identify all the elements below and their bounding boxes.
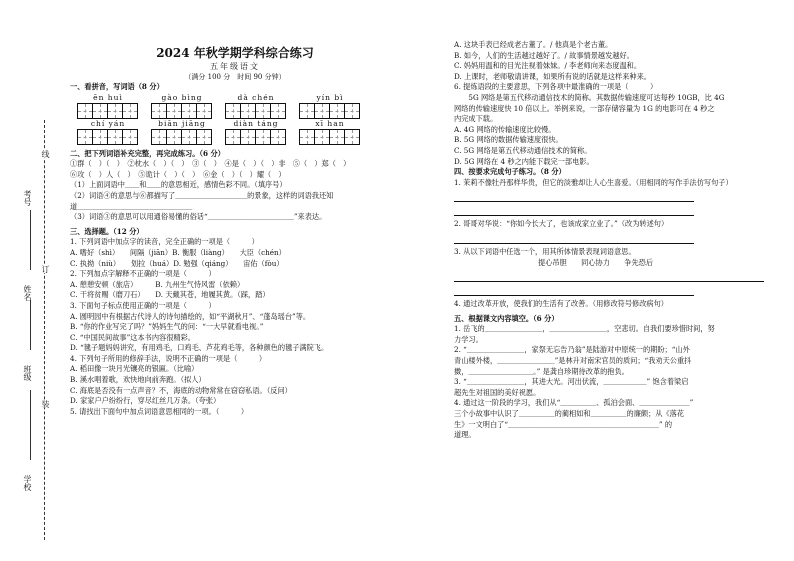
right-line: C. 5G 网络是第五代移动通信技术的简称。: [454, 145, 592, 155]
answer-line[interactable]: [454, 233, 694, 244]
right-line: D. 上课时，老师敬请讲课，如果所有说的话就是这样来种来。: [454, 71, 651, 81]
s3-line: A. 圆明园中有根据古代诗人的诗句描绘的，如“平湖秋月”、“蓬岛瑶台”等。: [70, 311, 311, 321]
answer-line[interactable]: [454, 191, 694, 202]
s5-line: 擞，＿＿＿＿＿＿＿＿＿。” 是龚自珍期待改革的抱负。: [454, 366, 629, 376]
right-line: A. 4G 网络的传输速度比较慢。: [454, 124, 556, 134]
s5-line: 3. “＿＿＿＿＿＿＿＿，其进大光。河出伏流，＿＿＿＿＿＿” 饱含着梁启: [454, 377, 689, 387]
exam-score: （满分 100 分 时间 90 分钟）: [184, 73, 286, 81]
pinyin-item: biān jiāng: [152, 119, 212, 145]
right-line: 内完成下载。: [454, 114, 498, 124]
s4-question-2: 2. 哥哥对华说：“你如今长大了，也该成家立业了。”（改为转述句）: [454, 219, 669, 229]
s5-line: 生》一文明白了“＿＿＿＿＿＿＿＿＿＿＿＿＿＿＿＿＿＿＿＿＿” 的: [454, 419, 673, 429]
s3-line: C. 海底是否没有一点声音？不，海底的动物常常在窃窃私语。（反问）: [70, 385, 292, 395]
mark-zhuang: 装: [41, 400, 50, 408]
answer-line[interactable]: [454, 205, 694, 216]
s5-line: 青山楼外楼，＿＿＿＿＿＿＿＿”是林升对南宋官员的质问；“我劝天公重抖: [454, 356, 692, 366]
s3-line: 1. 下列词语中加点字的读音，完全正确的一项是（ ）: [70, 237, 259, 247]
s2-question: （1）上面词语中＿＿和＿＿的意思相近，感情色彩不同。（填序号）: [70, 180, 287, 190]
right-line: C. 妈妈用温和的目光注视着妹妹。/ 李老师向来态度温和。: [454, 61, 642, 71]
s3-line: A. 稻田像一块月光镶亮的银匾。（比喻）: [70, 364, 199, 374]
section-5-heading: 五、根据课文内容填空。（6 分）: [454, 313, 559, 323]
binding-dashed-line: [44, 120, 45, 540]
exam-subtitle: 五年级语文: [210, 62, 260, 71]
s5-line: 道理。: [454, 430, 476, 440]
label-banji: 班级: [23, 365, 32, 381]
pinyin-item: ēn huì: [78, 93, 138, 119]
s3-line: C. 干将贫赐（磨刀石） D. 天戴其苍，地履其黄。（踩，踏）: [70, 290, 270, 300]
field-line: [30, 210, 32, 270]
s5-line: 1. 岳飞的＿＿＿＿＿＿＿＿，＿＿＿＿＿＿＿＿，空悲切。自我们要珍惜时间，努: [454, 324, 715, 334]
pinyin-item: chí yán: [78, 119, 138, 145]
right-line: D. 5G 网络在 4 秒之内能下载完一部电影。: [454, 156, 594, 166]
section-3-heading: 三、选择题。（12 分）: [70, 226, 144, 236]
right-line: B. 如今，人们的生活越过越好了。/ 故事情景越发越好。: [454, 50, 634, 60]
right-line: B. 5G 网络的数据传输速度很快。: [454, 135, 563, 145]
pinyin-item: gào bìng: [152, 93, 212, 119]
s5-line: 超先生对祖国的美好祝愿。: [454, 387, 541, 397]
right-line: 6. 提炼语段的主要意思，下列各项中最准确的一项是（ ）: [454, 82, 658, 92]
pinyin-item: yín bì: [300, 93, 360, 119]
section-3-lines: [70, 237, 400, 417]
s3-line: 4. 下列句子所用的修辞手法，说明不正确的一项是（ ）: [70, 353, 267, 363]
s4-word-options: 提心吊胆 同心协力 争先恐后: [538, 257, 654, 267]
s3-line: A. 憩憩安顿（旅店） B. 九州生气恃风雷（依赖）: [70, 279, 245, 289]
s3-line: C. “中国民间故事”这本书内容很精彩。: [70, 332, 195, 342]
pinyin-row-2: [78, 119, 400, 145]
s3-line: 5. 请找出下面句中加点词语意思相同的一项。（ ）: [70, 406, 249, 416]
s3-line: B. “你的作业写完了吗？”妈妈生气的问：“一大早就看电视。”: [70, 322, 264, 332]
pinyin-item: diàn táng: [226, 119, 286, 145]
s3-line: D. 家家户户纷纷行，穿尽红丝几万条。（夸张）: [70, 396, 221, 406]
s3-line: A. 嗜好（shì） 间隔（jiān）B. 衡服（liàng） 大臣（chén）: [70, 247, 286, 257]
s4-question-3: 3. 从以下词语中任选一个，用其所体情景表现词语意思。: [454, 246, 636, 256]
right-line: 网络的传输速度快 10 倍以上。举例来说，一部存储容量为 1G 的电影可在 4 秒之: [454, 103, 715, 113]
right-lines: [454, 40, 776, 167]
exam-title: 2024 年秋学期学科综合练习: [156, 46, 314, 60]
s2-line: ①群（ ）（ ） ②枕水（ ）（ ） ③（ ） ④是（ ）（ ）非 ⑤（ ）郑（ ）: [70, 159, 351, 169]
s3-line: 3. 下面句子标点使用正确的一项是（ ）: [70, 300, 216, 310]
s2-question: 道＿＿＿＿＿＿＿＿＿＿＿＿＿＿＿＿: [70, 201, 193, 211]
s2-line: ⑥攻（ ）人（ ） ⑤诡计（ ）（ ） ⑥金（ ）（ ）耀（ ）: [70, 169, 286, 179]
right-line: A. 这块手表已经成老古董了。/ 他真是个老古董。: [454, 40, 613, 49]
s5-line: 4. 通过这一阶段的学习，我们从“＿＿＿＿＿、孤泊会面、＿＿＿＿＿＿＿”: [454, 398, 694, 408]
field-line: [30, 390, 32, 460]
pinyin-row-1: [78, 93, 400, 119]
s2-question: （3）词语③的意思可以用通俗易懂的俗话“＿＿＿＿＿＿＿＿＿＿＿＿”来表达。: [70, 212, 327, 222]
pinyin-item: xī han: [300, 119, 360, 145]
mark-ding: 订: [41, 265, 50, 273]
label-xingming: 姓名: [23, 285, 32, 301]
right-column: [454, 40, 776, 441]
section-1-heading: 一、看拼音，写词语（8 分）: [70, 82, 164, 91]
s2-question: （2）词语④的意思与⑥都描写了＿＿＿＿＿＿＿＿＿＿的景象，这样的词语我还知: [70, 190, 334, 200]
section-2-heading: 二、把下列词语补充完整，再完成练习。（6 分）: [70, 148, 225, 158]
left-column: [70, 45, 400, 417]
s5-line: 力学习。: [454, 334, 483, 344]
s3-line: D. “毽子题妈妈讲究，有用鸡毛，口鸡毛、芦花鸡毛等，各种颜色的毽子满院飞。: [70, 343, 329, 353]
label-kaohao: 考号: [23, 190, 32, 206]
s4-question-4: 4. 通过改革开放，使我们的生活有了改善。（用修改符号修改病句）: [454, 299, 668, 309]
binding-margin: [0, 0, 62, 561]
s3-line: C. 执拗（niù） 划拉（huá）D. 勉强（qiáng） 宙佑（fòu）: [70, 258, 284, 268]
answer-line[interactable]: [454, 271, 764, 282]
right-line: 5G 网络是第五代移动通信技术的简称。其数据传输速度可达每秒 10GB，比 4G: [454, 92, 725, 102]
s3-line: B. 溪水唱着歌，欢快地向前奔跑。（拟人）: [70, 375, 206, 385]
s5-line: 三个小故事中认识了＿＿＿＿＿的蔺相如和＿＿＿＿＿的廉颇；从《落花: [454, 409, 685, 419]
mark-xian: 线: [41, 150, 50, 158]
s3-line: 2. 下列加点字解释不正确的一项是（ ）: [70, 269, 216, 279]
section-4-heading: 四、按要求完成句子练习。（8 分）: [454, 167, 566, 177]
section-5-lines: [454, 324, 776, 441]
s5-line: 2. “＿＿＿＿＿＿＿＿，家祭无忘告乃翁”是陆游对中原统一的期盼；“山外: [454, 345, 690, 355]
s4-question-1: 1. 茉莉不像牡丹那样华贵，但它的淡雅却让人心生喜爱。（用相同的写作手法仿写句子）: [454, 177, 733, 187]
field-line: [30, 300, 32, 350]
label-xuexiao: 学校: [23, 475, 32, 491]
pinyin-item: dà chén: [226, 93, 286, 119]
answer-line[interactable]: [454, 285, 694, 296]
